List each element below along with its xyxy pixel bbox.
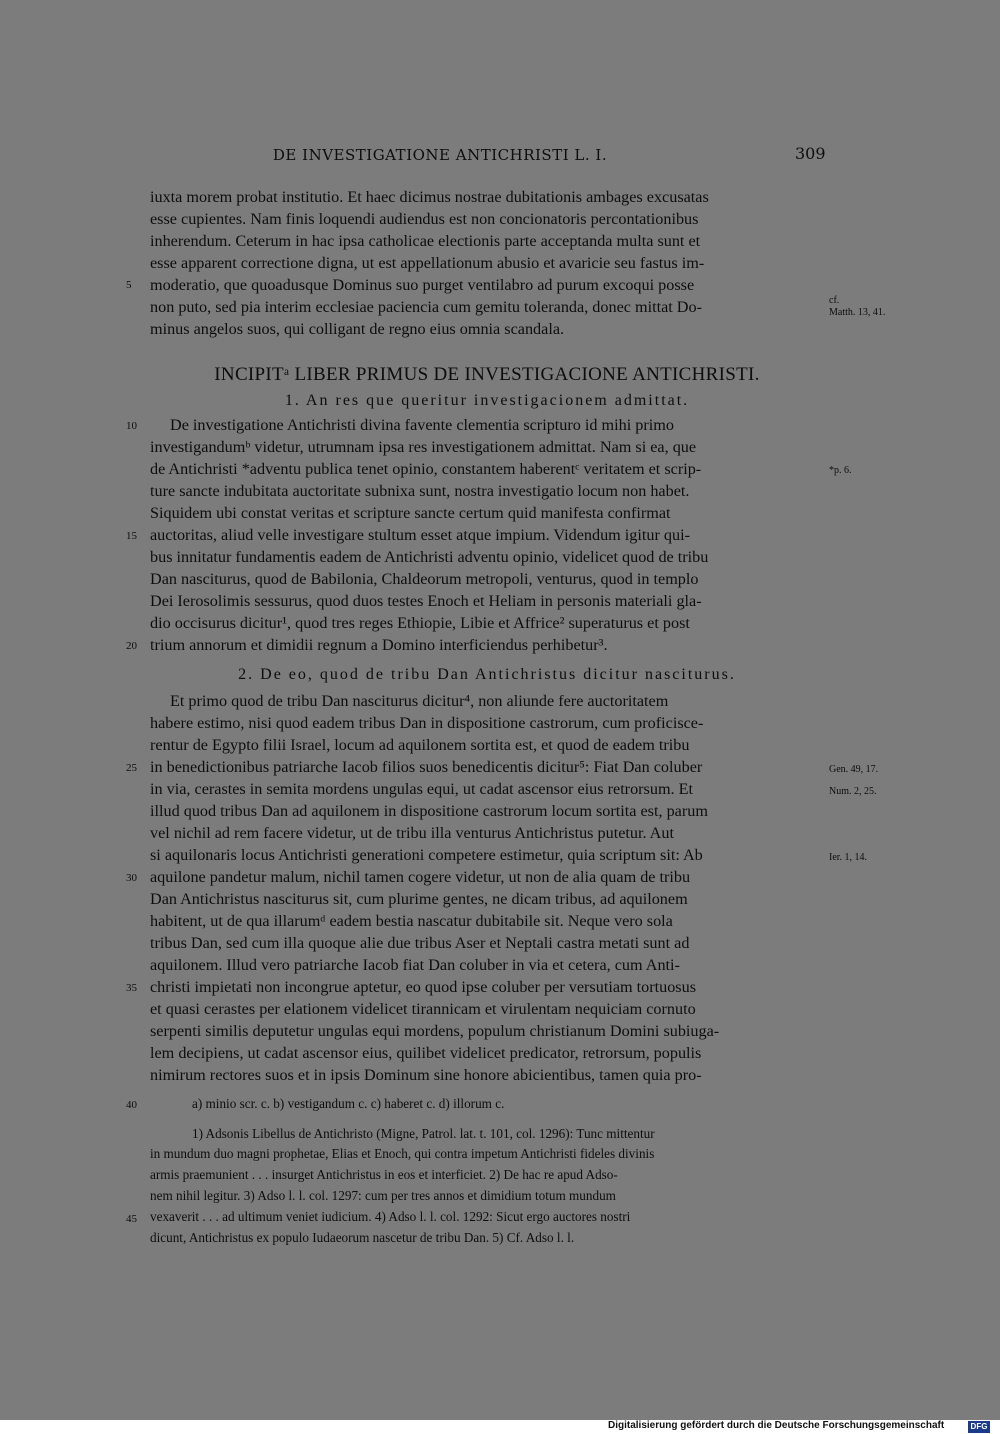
text-line: trium annorum et dimidii regnum a Domino interficiendus perhibetur³.: [150, 636, 608, 654]
running-header: DE INVESTIGATIONE ANTICHRISTI L. I.: [272, 146, 608, 164]
line-number: 35: [126, 982, 137, 994]
line-number: 25: [126, 762, 137, 774]
text-line: auctoritas, aliud velle investigare stultum esset atque impium. Videndum igitur qui-: [150, 526, 691, 544]
text-line: aquilone pandetur malum, nichil tamen cogere videtur, ut non de alia quam de tribu: [150, 868, 691, 886]
text-line: esse cupientes. Nam finis loquendi audiendus est non concionatoris percontationibus: [150, 210, 699, 228]
text-line: Et primo quod de tribu Dan nasciturus dicitur⁴, non aliunde fere auctoritatem: [170, 692, 669, 710]
section-heading: 2. De eo, quod de tribu Dan Antichristus dicitur nasciturus.: [238, 666, 736, 683]
text-line: in via, cerastes in semita mordens ungulas equi, ut cadat ascensor eius retrorsum. Et: [150, 780, 694, 798]
text-line: et quasi cerastes per elationem videlicet tirannicam et virulentam nequiciam cornuto: [150, 1000, 696, 1018]
line-number: 30: [126, 872, 137, 884]
text-line: moderatio, que quoadusque Dominus suo purget ventilabro ad purum excoqui posse: [150, 276, 695, 294]
margin-note: cf.: [829, 295, 840, 306]
line-number: 15: [126, 530, 137, 542]
section-heading: 1. An res que queritur investigacionem admittat.: [284, 392, 690, 409]
text-line: de Antichristi *adventu publica tenet opinio, constantem haberentᶜ veritatem et scrip-: [150, 460, 702, 478]
text-line: inherendum. Ceterum in hac ipsa catholicae electionis parte acceptanda multa sunt et: [150, 232, 701, 250]
text-line: Siquidem ubi constat veritas et scripture sancte certum quid manifesta confirmat: [150, 504, 671, 522]
footnote-line: dicunt, Antichristus ex populo Iudaeorum nascetur de tribu Dan. 5) Cf. Adso l. l.: [150, 1230, 575, 1245]
text-line: serpenti similis deputetur ungulas equi mordens, populum christianum Domini subiuga-: [150, 1022, 720, 1040]
text-line: ture sancte indubitata auctoritate subnixa sunt, nostra investigatio locum non habet.: [150, 482, 690, 500]
footnote-line: 1) Adsonis Libellus de Antichristo (Migne, Patrol. lat. t. 101, col. 1296): Tunc mittentur: [192, 1126, 655, 1141]
margin-note: Gen. 49, 17.: [829, 764, 879, 775]
text-line: bus innitatur fundamentis eadem de Antichristi adventu opinio, videlicet quod de tribu: [150, 548, 709, 566]
text-line: habitent, ut de qua illarumᵈ eadem bestia nascatur dubitabile sit. Neque vero sola: [150, 912, 673, 930]
text-line: illud quod tribus Dan ad aquilonem in dispositione castrorum locum sortita est, parum: [150, 802, 708, 820]
dfg-logo-icon: DFG: [968, 1421, 990, 1433]
margin-note: Num. 2, 25.: [829, 786, 877, 797]
line-number: 10: [126, 420, 137, 432]
line-number: 5: [126, 279, 132, 291]
text-line: in benedictionibus patriarche Iacob filios suos benedicentis dicitur⁵: Fiat Dan coluber: [150, 758, 703, 776]
text-line: vel nichil ad rem facere videtur, ut de tribu illa venturus Antichristus putetur. Aut: [150, 824, 674, 842]
text-line: esse apparent correctione digna, ut est appellationum abusio et avaricie seu fastus im-: [150, 254, 705, 272]
text-line: rentur de Egypto filii Israel, locum ad aquilonem sortita est, et quod de eadem tribu: [150, 736, 690, 754]
line-number: 45: [126, 1213, 137, 1225]
text-line: aquilonem. Illud vero patriarche Iacob fiat Dan coluber in via et cetera, cum Anti-: [150, 956, 680, 974]
footnote-line: nem nihil legitur. 3) Adso l. l. col. 1297: cum per tres annos et dimidium totum mundum: [150, 1188, 616, 1203]
line-number: 20: [126, 640, 137, 652]
footnote-line: vexaverit . . . ad ultimum veniet iudicium. 4) Adso l. l. col. 1292: Sicut ergo auctores nostri: [150, 1209, 631, 1224]
footnote-line: armis praemunient . . . insurget Antichristus in eos et interficiet. 2) De hac re apud Adso-: [150, 1167, 618, 1182]
text-line: non puto, sed pia interim ecclesiae paciencia cum gemitu toleranda, donec mittat Do-: [150, 298, 702, 316]
text-line: habere estimo, nisi quod eadem tribus Dan in dispositione castrorum, cum proficisce-: [150, 714, 704, 732]
text-line: iuxta morem probat institutio. Et haec dicimus nostrae dubitationis ambages excusatas: [150, 188, 709, 206]
text-line: si aquilonaris locus Antichristi generationi competere estimetur, quia scriptum sit: Ab: [150, 846, 703, 864]
text-line: Dan Antichristus nasciturus sit, cum plurime gentes, ne dicam tribus, ad aquilonem: [150, 890, 688, 908]
digitization-credit: Digitalisierung gefördert durch die Deutsche Forschungsgemeinschaft: [608, 1420, 945, 1431]
text-line: De investigatione Antichristi divina favente clementia scripturo id mihi primo: [170, 416, 674, 434]
text-line: tribus Dan, sed cum illa quoque alie due tribus Aser et Neptali castra metati sunt ad: [150, 934, 690, 952]
text-line: Dan nasciturus, quod de Babilonia, Chaldeorum metropoli, venturus, quod in templo: [150, 570, 699, 588]
text-line: dio occisurus dicitur¹, quod tres reges Ethiopie, Libie et Affrice² superaturus et post: [150, 614, 690, 632]
line-number: 40: [126, 1099, 137, 1111]
chapter-title: INCIPITᵃ LIBER PRIMUS DE INVESTIGACIONE ANTICHRISTI.: [214, 364, 760, 385]
text-line: investigandumᵇ videtur, utrumnam ipsa res investigationem admittat. Nam si ea, que: [150, 438, 697, 456]
margin-note: *p. 6.: [829, 465, 852, 476]
footnote-line: in mundum duo magni prophetae, Elias et Enoch, qui contra impetum Antichristi fideles divinis: [150, 1146, 655, 1161]
page-number: 309: [795, 144, 826, 163]
margin-note: Matth. 13, 41.: [829, 307, 886, 318]
text-line: christi impietati non incongrue aptetur, eo quod ipse coluber per versutiam tortuosus: [150, 978, 696, 996]
text-line: nimirum rectores suos et in ipsis Dominum sine honore abicientibus, tamen quia pro-: [150, 1066, 702, 1084]
text-line: lem decipiens, ut cadat ascensor eius, quilibet videlicet predicator, retrorsum, populis: [150, 1044, 702, 1062]
text-line: minus angelos suos, qui colligant de regno eius omnia scandala.: [150, 320, 565, 338]
margin-note: Ier. 1, 14.: [829, 852, 868, 863]
text-line: Dei Ierosolimis sessurus, quod duos testes Enoch et Heliam in personis materiali gla-: [150, 592, 702, 610]
critical-apparatus: a) minio scr. c. b) vestigandum c. c) haberet c. d) illorum c.: [192, 1096, 505, 1111]
